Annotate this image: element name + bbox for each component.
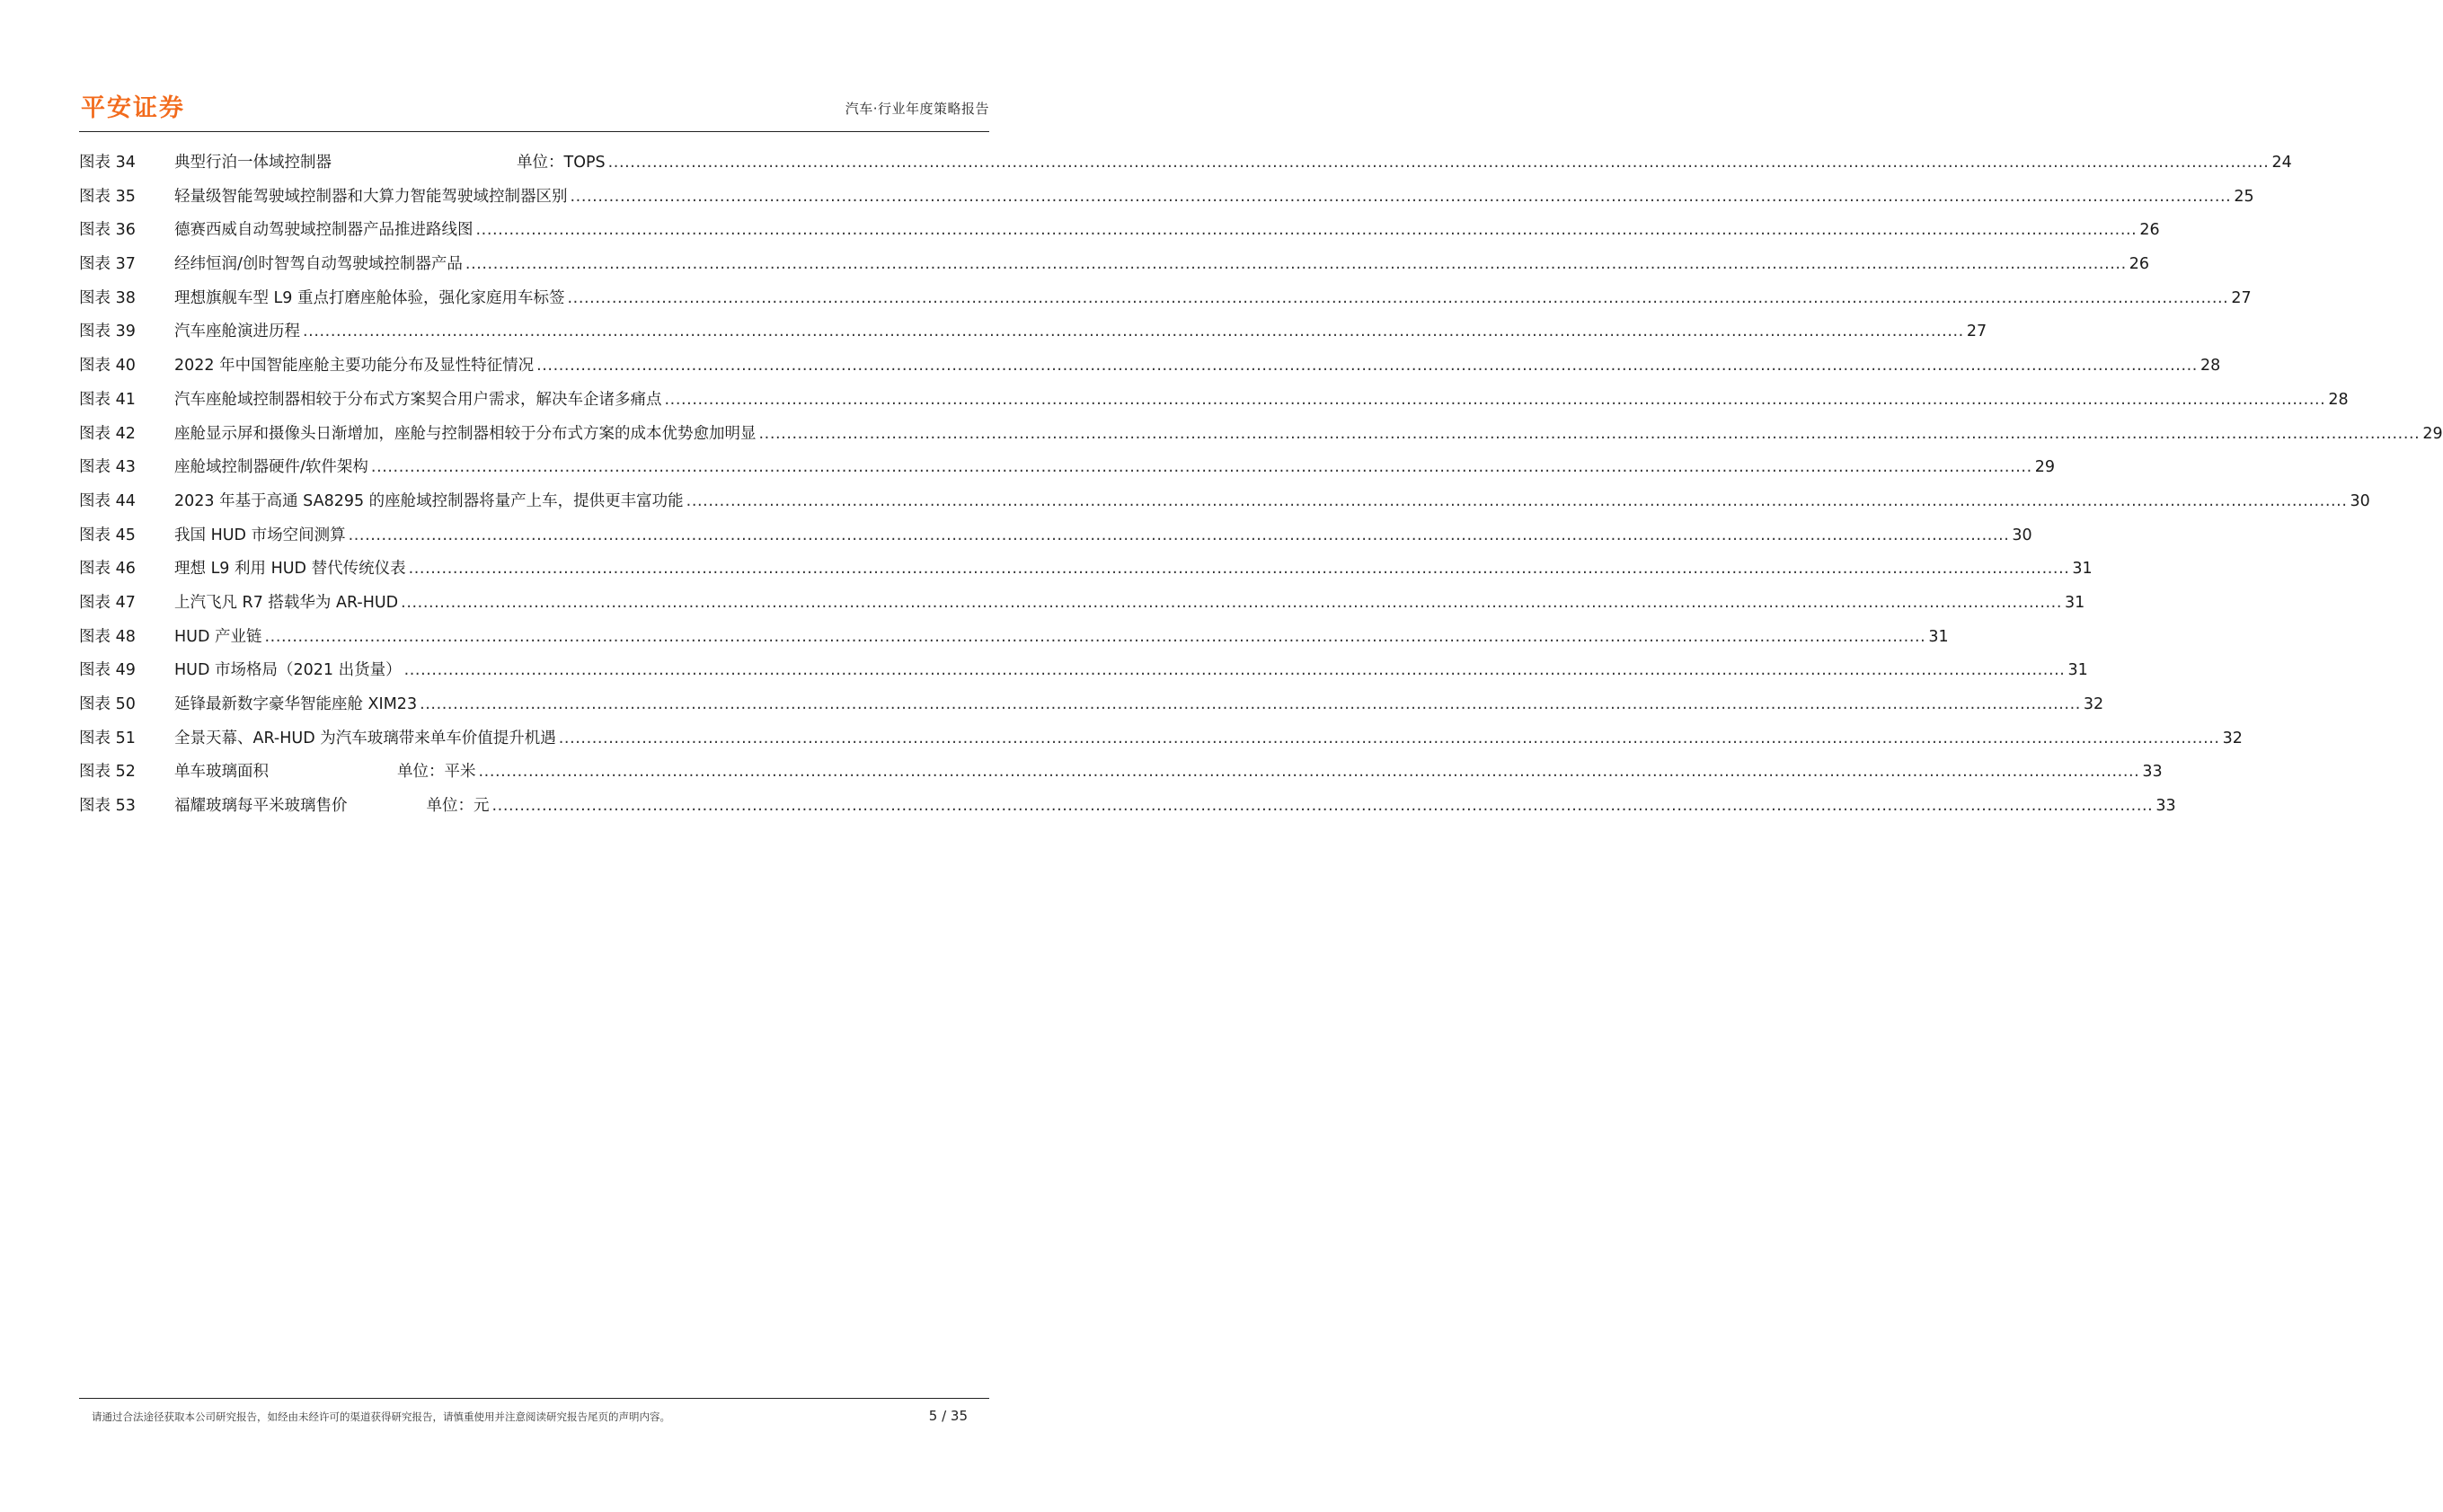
- toc-entry[interactable]: [79, 319, 1987, 353]
- toc-dot-leader: ............................................................................................................................................................................................................................................................................................................: [408, 560, 2070, 579]
- toc-figure-number: 图表 43: [79, 458, 136, 477]
- toc-dot-leader: ............................................................................................................................................................................................................................................................................................................: [264, 627, 1926, 646]
- toc-dot-leader: ............................................................................................................................................................................................................................................................................................................: [401, 593, 2062, 612]
- toc-entry[interactable]: [79, 455, 2056, 489]
- toc-figure-title[interactable]: 经纬恒润/创时智驾自动驾驶域控制器产品: [174, 255, 463, 274]
- toc-figure-number: 图表 50: [79, 695, 136, 713]
- toc-page-number[interactable]: 27: [1966, 323, 1987, 341]
- toc-dot-leader: ............................................................................................................................................................................................................................................................................................................: [567, 288, 2229, 307]
- page-number: 5 / 35: [928, 1408, 968, 1424]
- toc-figure-title[interactable]: 上汽飞凡 R7 搭载华为 AR-HUD: [174, 593, 399, 612]
- toc-figure-title[interactable]: 轻量级智能驾驶域控制器和大算力智能驾驶域控制器区别: [174, 187, 568, 206]
- toc-figure-number: 图表 35: [79, 187, 136, 206]
- toc-page-number[interactable]: 31: [2067, 661, 2088, 680]
- toc-figure-title[interactable]: HUD 产业链: [174, 627, 262, 646]
- toc-dot-leader: ............................................................................................................................................................................................................................................................................................................: [475, 221, 2138, 240]
- toc-page-number[interactable]: 25: [2234, 187, 2254, 206]
- toc-figure-number: 图表 51: [79, 729, 136, 747]
- figure-index-list: [79, 150, 2443, 827]
- toc-page-number[interactable]: 30: [2350, 491, 2370, 510]
- toc-figure-number: 图表 36: [79, 221, 136, 240]
- toc-figure-number: 图表 42: [79, 424, 136, 443]
- toc-page-number[interactable]: 31: [1928, 627, 1949, 646]
- toc-figure-title[interactable]: 2022 年中国智能座舱主要功能分布及显性特征情况: [174, 357, 535, 376]
- toc-dot-leader: ............................................................................................................................................................................................................................................................................................................: [536, 357, 2198, 376]
- toc-figure-title[interactable]: 汽车座舱演进历程: [174, 323, 300, 341]
- toc-page-number[interactable]: 32: [2083, 695, 2104, 713]
- toc-entry[interactable]: [79, 217, 2160, 252]
- toc-dot-leader: ............................................................................................................................................................................................................................................................................................................: [420, 695, 2081, 713]
- toc-figure-title[interactable]: 单车玻璃面积: [174, 763, 269, 782]
- toc-figure-number: 图表 37: [79, 255, 136, 274]
- toc-page-number[interactable]: 31: [2072, 560, 2093, 579]
- toc-figure-title[interactable]: 理想旗舰车型 L9 重点打磨座舱体验，强化家庭用车标签: [174, 288, 565, 307]
- toc-figure-title[interactable]: 福耀玻璃每平米玻璃售价: [174, 797, 348, 816]
- toc-figure-number: 图表 38: [79, 288, 136, 307]
- toc-dot-leader: ............................................................................................................................................................................................................................................................................................................: [664, 390, 2326, 409]
- toc-figure-title[interactable]: 典型行泊一体域控制器: [174, 154, 332, 172]
- toc-entry[interactable]: [79, 692, 2104, 726]
- toc-figure-number: 图表 49: [79, 661, 136, 680]
- toc-figure-number: 图表 41: [79, 390, 136, 409]
- toc-dot-leader: ............................................................................................................................................................................................................................................................................................................: [686, 491, 2348, 510]
- toc-dot-leader: ............................................................................................................................................................................................................................................................................................................: [491, 797, 2154, 816]
- toc-dot-leader: ............................................................................................................................................................................................................................................................................................................: [570, 187, 2232, 206]
- footer-disclaimer: 请通过合法途径获取本公司研究报告，如经由未经许可的渠道获得研究报告，请慎重使用并注意阅读研究报告尾页的声明内容。: [92, 1410, 670, 1423]
- page-header: [79, 83, 989, 132]
- company-logo: 平安证券: [81, 94, 185, 122]
- toc-dot-leader: ............................................................................................................................................................................................................................................................................................................: [758, 424, 2421, 443]
- toc-entry[interactable]: [79, 150, 2292, 184]
- toc-dot-leader: ............................................................................................................................................................................................................................................................................................................: [370, 458, 2032, 477]
- toc-page-number[interactable]: 33: [2155, 797, 2176, 816]
- toc-page-number[interactable]: 27: [2231, 288, 2252, 307]
- toc-figure-unit: 单位：元: [426, 797, 490, 816]
- toc-page-number[interactable]: 30: [2012, 526, 2032, 544]
- toc-entry[interactable]: [79, 523, 2032, 557]
- toc-figure-number: 图表 47: [79, 593, 136, 612]
- toc-entry[interactable]: [79, 286, 2252, 320]
- toc-dot-leader: ............................................................................................................................................................................................................................................................................................................: [403, 661, 2066, 680]
- toc-page-number[interactable]: 29: [2422, 424, 2443, 443]
- toc-figure-title[interactable]: 汽车座舱域控制器相较于分布式方案契合用户需求，解决车企诸多痛点: [174, 390, 662, 409]
- toc-figure-number: 图表 39: [79, 323, 136, 341]
- toc-figure-title[interactable]: 德赛西威自动驾驶域控制器产品推进路线图: [174, 221, 474, 240]
- toc-figure-number: 图表 46: [79, 560, 136, 579]
- toc-entry[interactable]: [79, 252, 2150, 286]
- toc-entry[interactable]: [79, 658, 2088, 692]
- toc-entry[interactable]: [79, 556, 2093, 590]
- toc-entry[interactable]: [79, 624, 1949, 659]
- toc-dot-leader: ............................................................................................................................................................................................................................................................................................................: [465, 255, 2127, 274]
- toc-page-number[interactable]: 29: [2034, 458, 2056, 477]
- toc-dot-leader: ............................................................................................................................................................................................................................................................................................................: [607, 154, 2270, 172]
- toc-figure-number: 图表 53: [79, 797, 136, 816]
- toc-dot-leader: ............................................................................................................................................................................................................................................................................................................: [303, 323, 1964, 341]
- toc-page-number[interactable]: 28: [2200, 357, 2221, 376]
- toc-dot-leader: ............................................................................................................................................................................................................................................................................................................: [558, 729, 2220, 747]
- toc-page-number[interactable]: 26: [2139, 221, 2160, 240]
- toc-entry[interactable]: [79, 387, 2349, 421]
- toc-page-number[interactable]: 24: [2271, 154, 2292, 172]
- toc-entry[interactable]: [79, 489, 2370, 523]
- toc-page-number[interactable]: 31: [2065, 593, 2085, 612]
- toc-entry[interactable]: [79, 726, 2243, 760]
- toc-figure-number: 图表 52: [79, 763, 136, 782]
- toc-entry[interactable]: [79, 421, 2443, 455]
- toc-dot-leader: ............................................................................................................................................................................................................................................................................................................: [348, 526, 2010, 544]
- page-footer: [79, 1398, 989, 1435]
- toc-entry[interactable]: [79, 759, 2163, 793]
- toc-figure-title[interactable]: 座舱域控制器硬件/软件架构: [174, 458, 368, 477]
- toc-figure-number: 图表 34: [79, 154, 136, 172]
- toc-figure-number: 图表 48: [79, 627, 136, 646]
- toc-figure-title[interactable]: 我国 HUD 市场空间测算: [174, 526, 346, 544]
- report-title: 汽车·行业年度策略报告: [845, 101, 989, 117]
- toc-figure-title[interactable]: 座舱显示屏和摄像头日渐增加，座舱与控制器相较于分布式方案的成本优势愈加明显: [174, 424, 757, 443]
- toc-page-number[interactable]: 33: [2142, 763, 2163, 782]
- toc-figure-title[interactable]: 理想 L9 利用 HUD 替代传统仪表: [174, 560, 406, 579]
- toc-page-number[interactable]: 26: [2129, 255, 2150, 274]
- toc-figure-title[interactable]: 延锋最新数字豪华智能座舱 XIM23: [174, 695, 418, 713]
- toc-figure-number: 图表 40: [79, 357, 136, 376]
- toc-entry[interactable]: [79, 793, 2176, 827]
- toc-figure-title[interactable]: 全景天幕、AR-HUD 为汽车玻璃带来单车价值提升机遇: [174, 729, 556, 747]
- toc-page-number[interactable]: 32: [2222, 729, 2243, 747]
- toc-dot-leader: ............................................................................................................................................................................................................................................................................................................: [478, 763, 2140, 782]
- toc-page-number[interactable]: 28: [2328, 390, 2349, 409]
- toc-entry[interactable]: [79, 590, 2085, 624]
- toc-figure-unit: 单位：平米: [397, 763, 476, 782]
- toc-figure-unit: 单位：TOPS: [517, 154, 606, 172]
- toc-figure-title[interactable]: HUD 市场格局（2021 出货量）: [174, 661, 402, 680]
- toc-figure-title[interactable]: 2023 年基于高通 SA8295 的座舱域控制器将量产上车，提供更丰富功能: [174, 491, 684, 510]
- toc-entry[interactable]: [79, 353, 2221, 387]
- toc-figure-number: 图表 44: [79, 491, 136, 510]
- toc-figure-number: 图表 45: [79, 526, 136, 544]
- toc-entry[interactable]: [79, 184, 2254, 218]
